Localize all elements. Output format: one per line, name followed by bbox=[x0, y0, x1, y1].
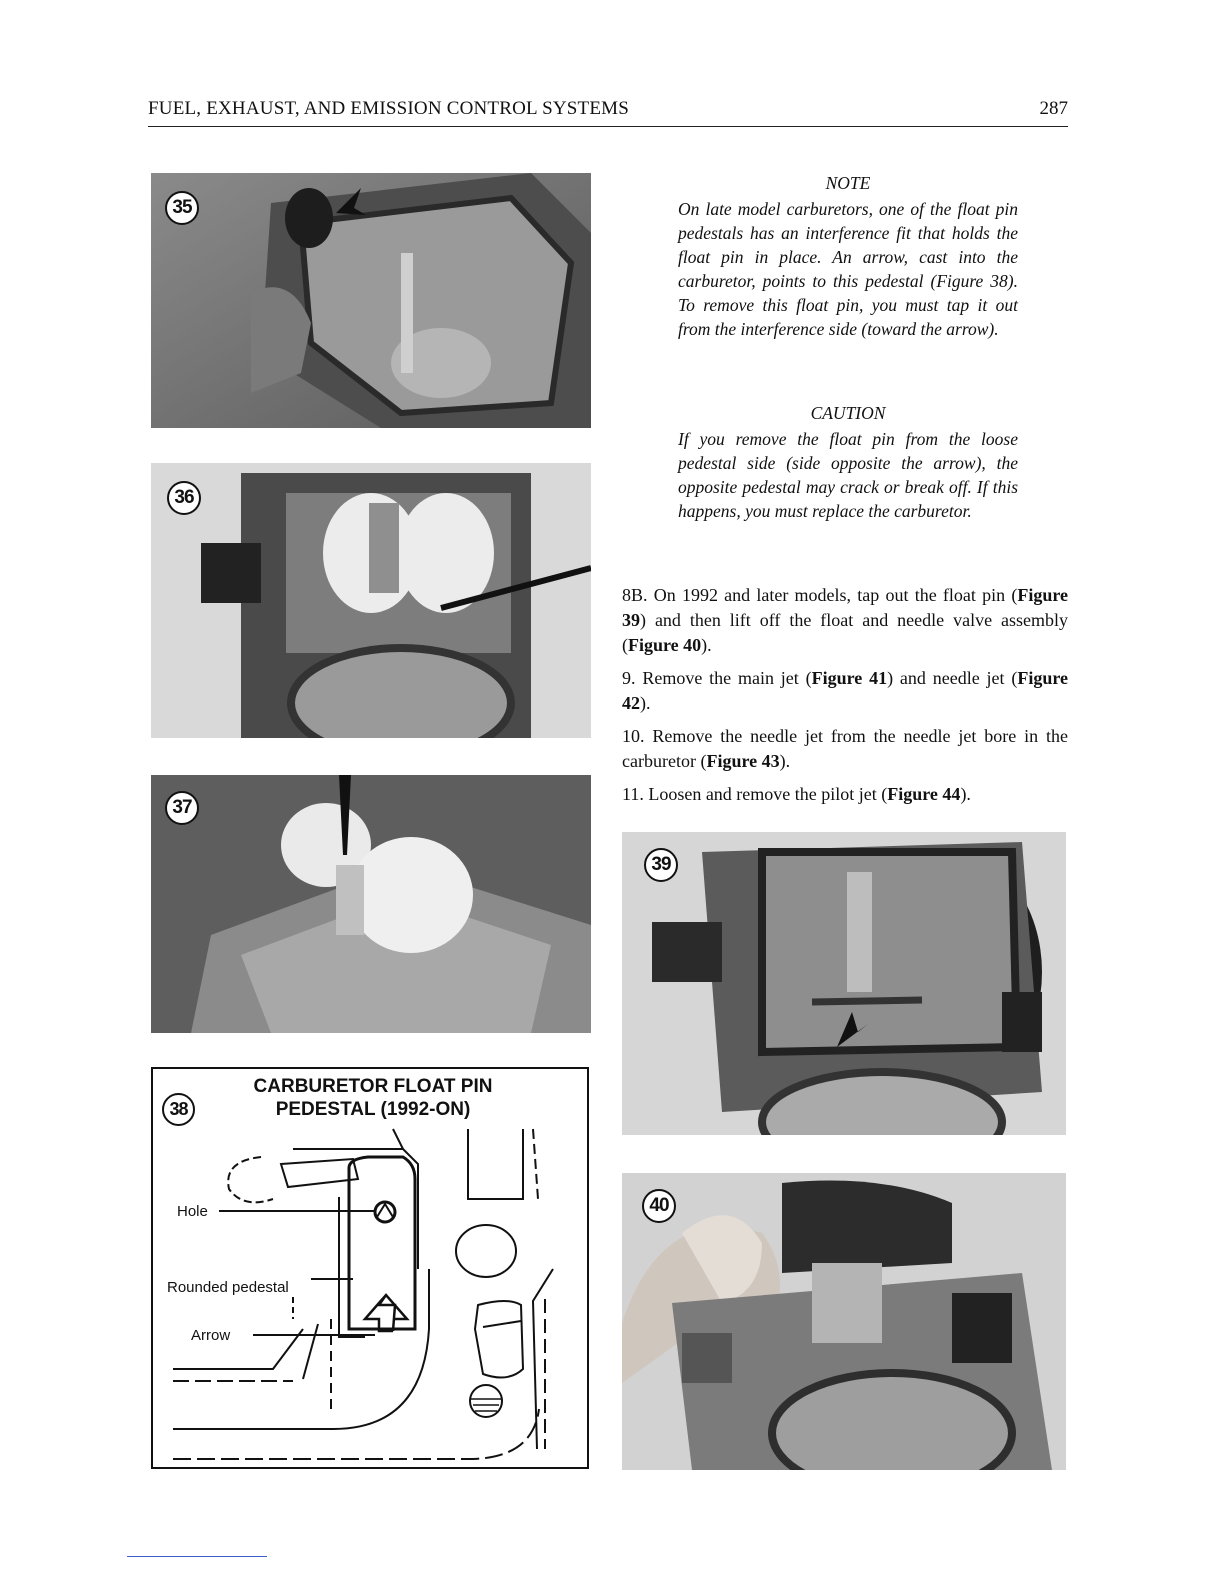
step-11: 11. Loosen and remove the pilot jet (Figure 44). bbox=[622, 784, 971, 804]
caution-text: If you remove the float pin from the loose pedestal side (side opposite the arrow), the opposite pedestal may crack or break off. If this happens, you must replace the carburetor. bbox=[678, 429, 1018, 521]
caution-heading: CAUTION bbox=[810, 403, 886, 423]
figure-number-40: 40 bbox=[642, 1189, 676, 1223]
page-number: 287 bbox=[1039, 98, 1068, 119]
figure-number-35: 35 bbox=[165, 191, 199, 225]
figure-ref: Figure 43 bbox=[706, 751, 780, 771]
figure-35-photo bbox=[151, 173, 591, 428]
float-pin-pedestal-drawing bbox=[153, 1069, 587, 1467]
figure-ref: Figure 42 bbox=[622, 668, 1069, 713]
figure-ref: Figure 40 bbox=[628, 635, 702, 655]
label-rounded-pedestal: Rounded pedestal bbox=[167, 1279, 289, 1296]
figure-number-39: 39 bbox=[644, 848, 678, 882]
figure-38-diagram bbox=[151, 1067, 589, 1469]
figure-ref: Figure 44 bbox=[887, 784, 961, 804]
chapter-title: FUEL, EXHAUST, AND EMISSION CONTROL SYSTEMS bbox=[148, 98, 629, 119]
diagram-title-line1: CARBURETOR FLOAT PIN bbox=[253, 1076, 493, 1097]
running-header bbox=[148, 96, 1068, 127]
figure-number-38: 38 bbox=[162, 1093, 195, 1126]
figure-40-photo bbox=[622, 1173, 1066, 1470]
caution-box bbox=[678, 401, 1018, 523]
label-arrow: Arrow bbox=[191, 1327, 231, 1344]
figure-36-photo bbox=[151, 463, 591, 738]
figure-number-37: 37 bbox=[165, 791, 199, 825]
step-10: 10. Remove the needle jet from the needle jet bore in the carburetor (Figure 43). bbox=[622, 726, 1068, 771]
figure-number-36: 36 bbox=[167, 481, 201, 515]
note-text: On late model carburetors, one of the float pin pedestals has an interference fit that holds the float pin in place. An arrow, cast into the carburetor, points to this pedestal (Figure 38). To remove this float pin, you must tap it out from the interference side (toward the arrow). bbox=[678, 199, 1018, 339]
diagram-title-line2: PEDESTAL (1992-ON) bbox=[275, 1099, 471, 1120]
note-box bbox=[678, 171, 1018, 341]
label-hole: Hole bbox=[177, 1203, 208, 1220]
figure-39-photo bbox=[622, 832, 1066, 1135]
note-heading: NOTE bbox=[825, 173, 871, 193]
step-8b: 8B. On 1992 and later models, tap out the float pin (Figure 39) and then lift off the float and needle valve assembly (Figure 40). bbox=[622, 585, 1068, 655]
figure-ref: Figure 41 bbox=[811, 668, 888, 688]
procedure-steps bbox=[622, 583, 1068, 815]
figure-ref: Figure 39 bbox=[622, 585, 1068, 630]
figure-37-photo bbox=[151, 775, 591, 1033]
footer-rule bbox=[127, 1556, 267, 1557]
step-9: 9. Remove the main jet (Figure 41) and needle jet (Figure 42). bbox=[622, 668, 1069, 713]
